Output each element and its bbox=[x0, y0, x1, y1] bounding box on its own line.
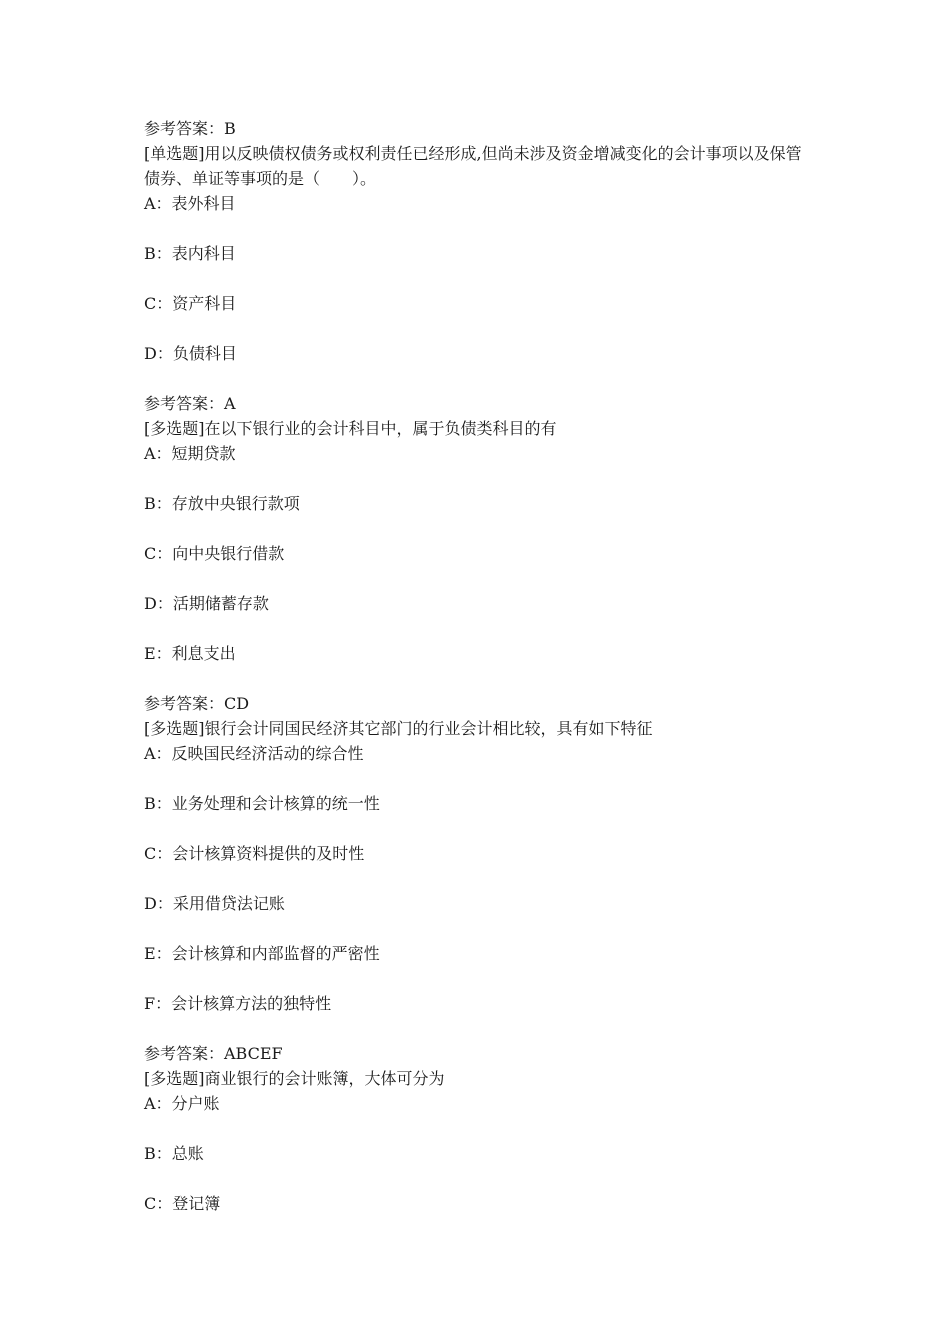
option-b: B：存放中央银行款项 bbox=[144, 494, 300, 513]
option-d: D：采用借贷法记账 bbox=[144, 894, 285, 913]
spacer bbox=[144, 516, 824, 541]
option-c: C：资产科目 bbox=[144, 294, 237, 313]
option-f: F：会计核算方法的独特性 bbox=[144, 994, 332, 1013]
option-c: C：向中央银行借款 bbox=[144, 544, 285, 563]
reference-answer: 参考答案：A bbox=[144, 394, 236, 413]
option-c: C：会计核算资料提供的及时性 bbox=[144, 844, 365, 863]
option-c: C：登记簿 bbox=[144, 1194, 221, 1213]
option-b: B：总账 bbox=[144, 1144, 204, 1163]
option-b: B：业务处理和会计核算的统一性 bbox=[144, 794, 380, 813]
option-d: D：负债科目 bbox=[144, 344, 237, 363]
spacer bbox=[144, 1116, 824, 1141]
spacer bbox=[144, 366, 824, 391]
spacer bbox=[144, 916, 824, 941]
reference-answer: 参考答案：ABCEF bbox=[144, 1044, 283, 1063]
spacer bbox=[144, 616, 824, 641]
option-a: A：分户账 bbox=[144, 1094, 220, 1113]
question-text: [多选题]在以下银行业的会计科目中，属于负债类科目的有 bbox=[144, 419, 557, 438]
option-e: E：利息支出 bbox=[144, 644, 236, 663]
option-b: B：表内科目 bbox=[144, 244, 236, 263]
spacer bbox=[144, 266, 824, 291]
question-text: [多选题]银行会计同国民经济其它部门的行业会计相比较，具有如下特征 bbox=[144, 719, 653, 738]
document-page bbox=[144, 116, 824, 1216]
question-text: [单选题]用以反映债权债务或权利责任已经形成,但尚未涉及资金增减变化的会计事项以及保管债券、单证等事项的是（ ）。 bbox=[144, 144, 802, 188]
spacer bbox=[144, 466, 824, 491]
spacer bbox=[144, 666, 824, 691]
spacer bbox=[144, 566, 824, 591]
spacer bbox=[144, 766, 824, 791]
option-a: A：短期贷款 bbox=[144, 444, 236, 463]
option-a: A：反映国民经济活动的综合性 bbox=[144, 744, 364, 763]
spacer bbox=[144, 866, 824, 891]
question-text: [多选题]商业银行的会计账簿，大体可分为 bbox=[144, 1069, 445, 1088]
spacer bbox=[144, 816, 824, 841]
option-e: E：会计核算和内部监督的严密性 bbox=[144, 944, 380, 963]
spacer bbox=[144, 1016, 824, 1041]
spacer bbox=[144, 1166, 824, 1191]
option-d: D：活期储蓄存款 bbox=[144, 594, 269, 613]
spacer bbox=[144, 216, 824, 241]
spacer bbox=[144, 316, 824, 341]
reference-answer: 参考答案：B bbox=[144, 119, 236, 138]
reference-answer: 参考答案：CD bbox=[144, 694, 250, 713]
option-a: A：表外科目 bbox=[144, 194, 236, 213]
spacer bbox=[144, 966, 824, 991]
